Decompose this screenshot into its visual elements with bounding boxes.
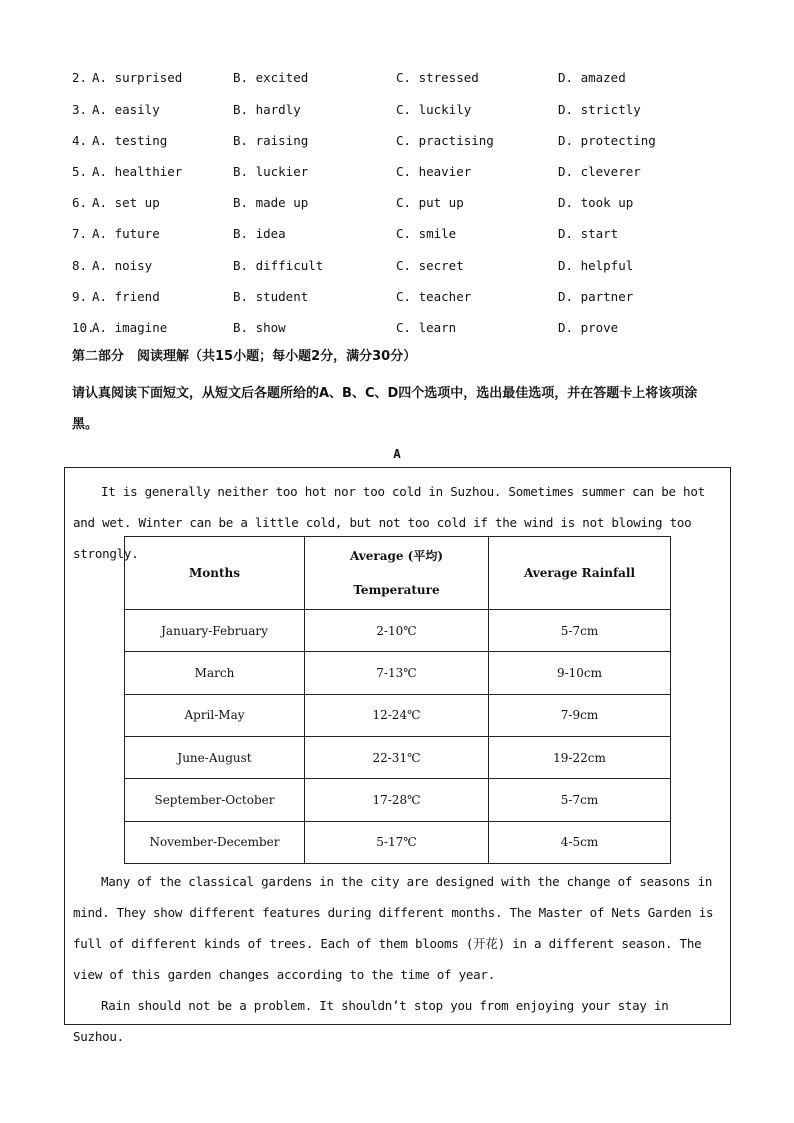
option-a: A. healthier bbox=[92, 164, 183, 179]
option-d: D. took up bbox=[558, 195, 634, 210]
question-number: 8. bbox=[72, 258, 88, 273]
header-rainfall: Average Rainfall bbox=[489, 537, 671, 610]
question-number: 4. bbox=[72, 133, 88, 148]
option-d: D. strictly bbox=[558, 102, 641, 117]
section-instructions: 请认真阅读下面短文，从短文后各题所给的A、B、C、D四个选项中，选出最佳选项，并在答题卡上将该项涂黑。 bbox=[72, 386, 698, 432]
question-number: 10. bbox=[72, 320, 95, 335]
option-c: C. learn bbox=[396, 320, 457, 335]
option-b: B. hardly bbox=[233, 102, 301, 117]
cell-months: April-May bbox=[125, 694, 305, 736]
option-d: D. partner bbox=[558, 289, 634, 304]
option-d: D. protecting bbox=[558, 133, 656, 148]
cell-rainfall: 9-10cm bbox=[489, 652, 671, 694]
question-number: 6. bbox=[72, 195, 88, 210]
option-row bbox=[72, 256, 732, 276]
passage-paragraph-3: Rain should not be a problem. It shouldn’t stop you from enjoying your stay in Suzhou. bbox=[73, 998, 669, 1044]
option-c: C. teacher bbox=[396, 289, 472, 304]
option-d: D. helpful bbox=[558, 258, 634, 273]
option-d: D. prove bbox=[558, 320, 619, 335]
option-b: B. luckier bbox=[233, 164, 309, 179]
option-row bbox=[72, 100, 732, 120]
option-c: C. stressed bbox=[396, 70, 479, 85]
option-row bbox=[72, 162, 732, 182]
cell-rainfall: 7-9cm bbox=[489, 694, 671, 736]
cell-temperature: 22-31℃ bbox=[305, 736, 489, 778]
option-b: B. student bbox=[233, 289, 309, 304]
option-b: B. show bbox=[233, 320, 286, 335]
cell-rainfall: 5-7cm bbox=[489, 610, 671, 652]
option-d: D. cleverer bbox=[558, 164, 641, 179]
option-d: D. amazed bbox=[558, 70, 626, 85]
option-row bbox=[72, 131, 732, 151]
header-temperature-line2: Temperature bbox=[353, 583, 440, 597]
question-number: 3. bbox=[72, 102, 88, 117]
question-number: 2. bbox=[72, 70, 88, 85]
option-a: A. imagine bbox=[92, 320, 168, 335]
option-row bbox=[72, 68, 732, 88]
option-a: A. testing bbox=[92, 133, 168, 148]
question-number: 7. bbox=[72, 226, 88, 241]
option-a: A. set up bbox=[92, 195, 160, 210]
option-b: B. difficult bbox=[233, 258, 324, 273]
option-c: C. secret bbox=[396, 258, 464, 273]
cell-months: September-October bbox=[125, 779, 305, 821]
passage-label: A bbox=[393, 446, 401, 461]
cell-rainfall: 4-5cm bbox=[489, 821, 671, 863]
cell-temperature: 5-17℃ bbox=[305, 821, 489, 863]
option-c: C. practising bbox=[396, 133, 494, 148]
cell-temperature: 12-24℃ bbox=[305, 694, 489, 736]
cell-months: November-December bbox=[125, 821, 305, 863]
header-temperature bbox=[305, 537, 489, 610]
option-d: D. start bbox=[558, 226, 619, 241]
option-c: C. heavier bbox=[396, 164, 472, 179]
option-b: B. idea bbox=[233, 226, 286, 241]
cell-months: June-August bbox=[125, 736, 305, 778]
option-b: B. raising bbox=[233, 133, 309, 148]
option-a: A. friend bbox=[92, 289, 160, 304]
option-c: C. put up bbox=[396, 195, 464, 210]
cell-temperature: 2-10℃ bbox=[305, 610, 489, 652]
table-header-row bbox=[125, 537, 671, 610]
question-number: 5. bbox=[72, 164, 88, 179]
table-row bbox=[125, 821, 671, 863]
passage-paragraph-2: Many of the classical gardens in the city are designed with the change of seasons in mind. They show different features during different months. The Master of Nets Garden is full of different kinds of trees. Each of them blooms (开花) in a different season. The view of this garden changes according to the time of year. bbox=[73, 874, 714, 982]
table-row bbox=[125, 610, 671, 652]
header-months: Months bbox=[125, 537, 305, 610]
passage-intro: It is generally neither too hot nor too cold in Suzhou. Sometimes summer can be hot and wet. Winter can be a little cold, but not too cold if the wind is not blowing too strongly. bbox=[73, 484, 705, 561]
passage-box bbox=[64, 467, 731, 1044]
option-a: A. surprised bbox=[92, 70, 183, 85]
cell-months: March bbox=[125, 652, 305, 694]
option-row bbox=[72, 287, 732, 307]
table-row bbox=[125, 694, 671, 736]
option-a: A. noisy bbox=[92, 258, 153, 273]
option-c: C. luckily bbox=[396, 102, 472, 117]
section-title: 第二部分 阅读理解（共15小题；每小题2分，满分30分） bbox=[72, 349, 417, 364]
weather-table bbox=[124, 536, 671, 864]
cell-rainfall: 5-7cm bbox=[489, 779, 671, 821]
option-a: A. easily bbox=[92, 102, 160, 117]
cell-temperature: 17-28℃ bbox=[305, 779, 489, 821]
cell-rainfall: 19-22cm bbox=[489, 736, 671, 778]
table-row bbox=[125, 736, 671, 778]
option-row bbox=[72, 318, 732, 338]
cell-months: January-February bbox=[125, 610, 305, 652]
table-row bbox=[125, 779, 671, 821]
option-b: B. made up bbox=[233, 195, 309, 210]
option-row bbox=[72, 224, 732, 244]
option-a: A. future bbox=[92, 226, 160, 241]
cell-temperature: 7-13℃ bbox=[305, 652, 489, 694]
option-row bbox=[72, 193, 732, 213]
header-temperature-line1: Average (平均) bbox=[349, 549, 444, 563]
option-c: C. smile bbox=[396, 226, 457, 241]
question-number: 9. bbox=[72, 289, 88, 304]
table-row bbox=[125, 652, 671, 694]
option-b: B. excited bbox=[233, 70, 309, 85]
